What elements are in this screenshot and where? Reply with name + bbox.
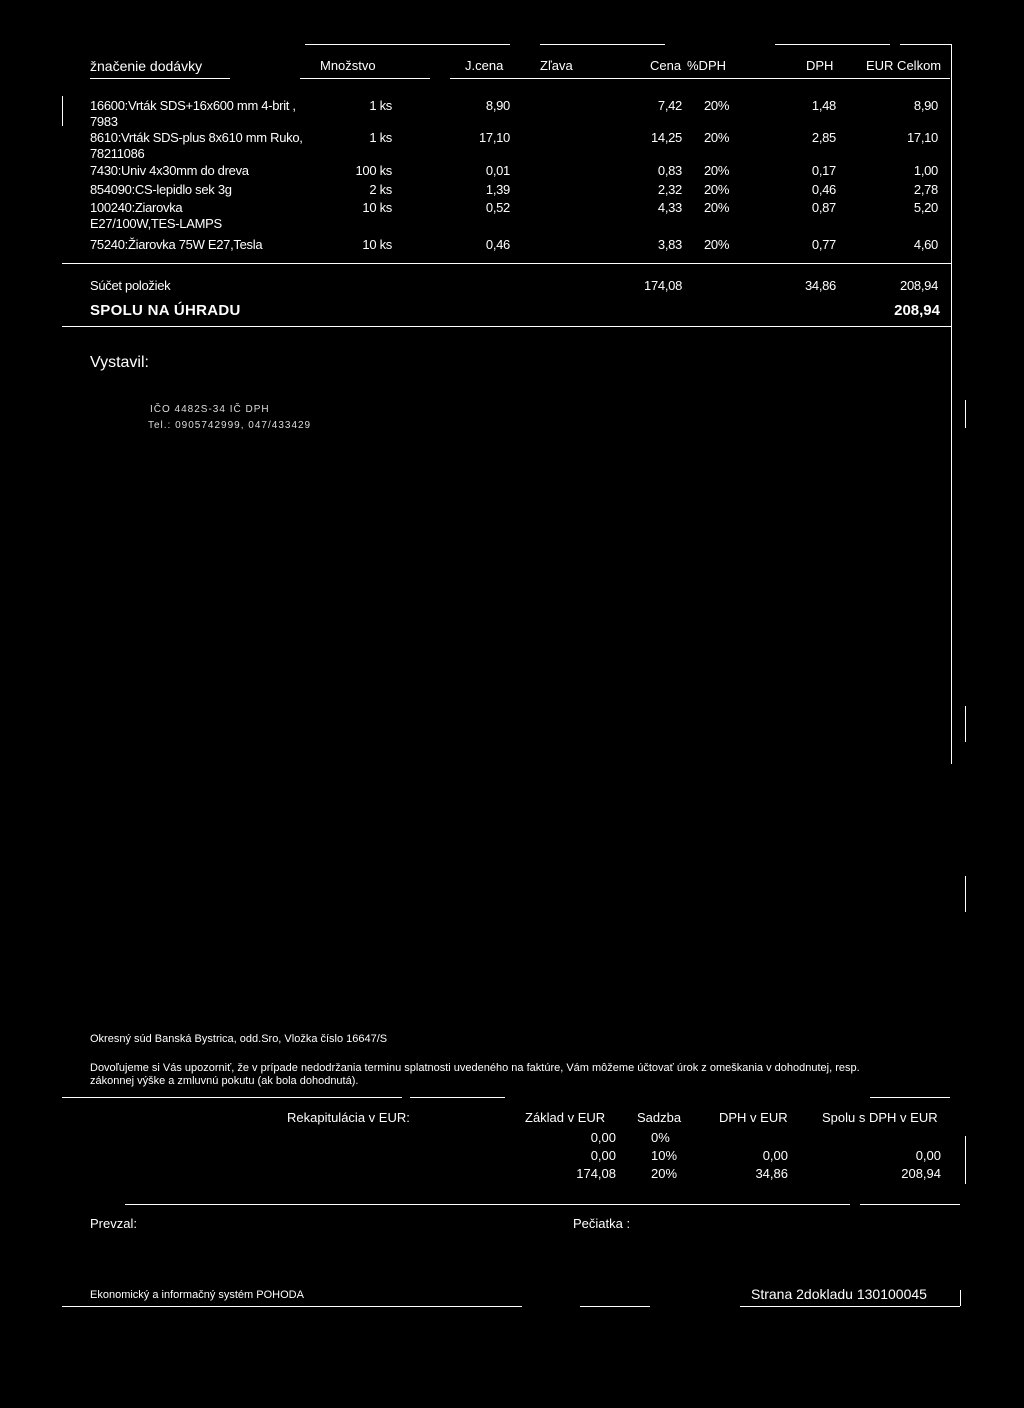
stamp-ico-line: IČO 4482S-34 IČ DPH	[150, 404, 270, 415]
item-vat: 2,85	[811, 130, 836, 145]
item-vat-rate: 20%	[704, 200, 730, 215]
item-vat: 0,17	[811, 163, 836, 178]
software-label: Ekonomický a informačný systém POHODA	[90, 1289, 304, 1301]
item-price: 14,25	[650, 130, 682, 145]
col-header-mnozstvo: Množstvo	[320, 58, 376, 73]
item-price: 4,33	[657, 200, 682, 215]
notice-line-1: Dovoľujeme si Vás upozorniť, že v prípade nedodržania terminu splatnosti uvedeného na faktúre, Vám môžeme účtovať úrok z omeškania v dohodnutej, resp.	[90, 1062, 860, 1074]
spolu-value: 208,94	[894, 302, 940, 319]
peciatka-label: Pečiatka :	[573, 1216, 631, 1231]
recap-header-sadzba: Sadzba	[637, 1110, 682, 1125]
court-registration: Okresný súd Banská Bystrica, odd.Sro, Vložka číslo 16647/S	[90, 1033, 388, 1045]
recap-header-spolu: Spolu s DPH v EUR	[822, 1110, 938, 1125]
item-total: 2,78	[913, 182, 938, 197]
item-vat: 0,46	[811, 182, 836, 197]
recap-sadzba: 0%	[651, 1130, 670, 1145]
prevzal-label: Prevzal:	[90, 1216, 137, 1231]
item-vat: 1,48	[811, 98, 836, 113]
item-name-continued: 7983	[90, 114, 118, 129]
recap-zaklad: 174,08	[576, 1166, 616, 1181]
item-name: 7430:Univ 4x30mm do dreva	[90, 163, 249, 178]
item-vat-rate: 20%	[704, 98, 730, 113]
item-quantity: 10 ks	[362, 200, 392, 215]
item-vat-rate: 20%	[704, 130, 730, 145]
recap-dph: 0,00	[762, 1148, 788, 1163]
col-header-pdph: %DPH	[687, 58, 727, 73]
item-unit-price: 0,52	[485, 200, 510, 215]
item-vat-rate: 20%	[704, 237, 730, 252]
item-quantity: 1 ks	[369, 98, 392, 113]
recap-spolu: 208,94	[901, 1166, 941, 1181]
item-price: 3,83	[657, 237, 682, 252]
item-unit-price: 0,46	[485, 237, 510, 252]
item-total: 1,00	[913, 163, 938, 178]
recap-label: Rekapitulácia v EUR:	[287, 1110, 410, 1125]
col-header-eur-celkom: EUR Celkom	[866, 58, 942, 73]
item-quantity: 2 ks	[369, 182, 392, 197]
recap-sadzba: 20%	[651, 1166, 678, 1181]
item-total: 17,10	[906, 130, 938, 145]
item-vat: 0,77	[811, 237, 836, 252]
sum-vat: 34,86	[804, 278, 836, 293]
item-unit-price: 0,01	[485, 163, 510, 178]
item-price: 0,83	[657, 163, 682, 178]
col-header-zlava: Zľava	[540, 58, 573, 73]
item-total: 8,90	[913, 98, 938, 113]
col-header-oznacenie: žnačenie dodávky	[90, 58, 203, 74]
item-unit-price: 17,10	[478, 130, 510, 145]
item-quantity: 10 ks	[362, 237, 392, 252]
item-name: 16600:Vrták SDS+16x600 mm 4-brit ,	[90, 98, 296, 113]
notice-line-2: zákonnej výške a zmluvnú pokutu (ak bola dohodnutá).	[90, 1075, 359, 1087]
item-name-continued: E27/100W,TES-LAMPS	[90, 216, 222, 231]
item-name: 75240:Žiarovka 75W E27,Tesla	[90, 237, 263, 252]
item-quantity: 1 ks	[369, 130, 392, 145]
sum-price: 174,08	[644, 278, 682, 293]
item-name-continued: 78211086	[90, 146, 145, 161]
item-total: 4,60	[913, 237, 938, 252]
item-quantity: 100 ks	[355, 163, 392, 178]
item-price: 2,32	[657, 182, 682, 197]
item-name: 854090:CS-lepidlo sek 3g	[90, 182, 232, 197]
item-vat: 0,87	[811, 200, 836, 215]
sum-total: 208,94	[900, 278, 938, 293]
page-number: Strana 2dokladu 130100045	[751, 1286, 927, 1302]
item-unit-price: 1,39	[485, 182, 510, 197]
col-header-dph: DPH	[806, 58, 834, 73]
item-name: 8610:Vrták SDS-plus 8x610 mm Ruko,	[90, 130, 303, 145]
item-vat-rate: 20%	[704, 163, 730, 178]
stamp-tel-line: Tel.: 0905742999, 047/433429	[148, 420, 312, 431]
item-vat-rate: 20%	[704, 182, 730, 197]
col-header-cena: Cena	[650, 58, 682, 73]
recap-spolu: 0,00	[915, 1148, 941, 1163]
recap-dph: 34,86	[755, 1166, 788, 1181]
spolu-label: SPOLU NA ÚHRADU	[90, 302, 241, 319]
recap-header-zaklad: Základ v EUR	[525, 1110, 606, 1125]
recap-zaklad: 0,00	[590, 1130, 616, 1145]
col-header-jcena: J.cena	[465, 58, 504, 73]
recap-header-dph: DPH v EUR	[719, 1110, 788, 1125]
item-total: 5,20	[913, 200, 938, 215]
item-unit-price: 8,90	[485, 98, 510, 113]
recap-zaklad: 0,00	[590, 1148, 616, 1163]
item-price: 7,42	[657, 98, 682, 113]
vystavil-label: Vystavil:	[90, 354, 149, 371]
recap-sadzba: 10%	[651, 1148, 678, 1163]
sum-label: Súčet položiek	[90, 278, 171, 293]
item-name: 100240:Ziarovka	[90, 200, 183, 215]
